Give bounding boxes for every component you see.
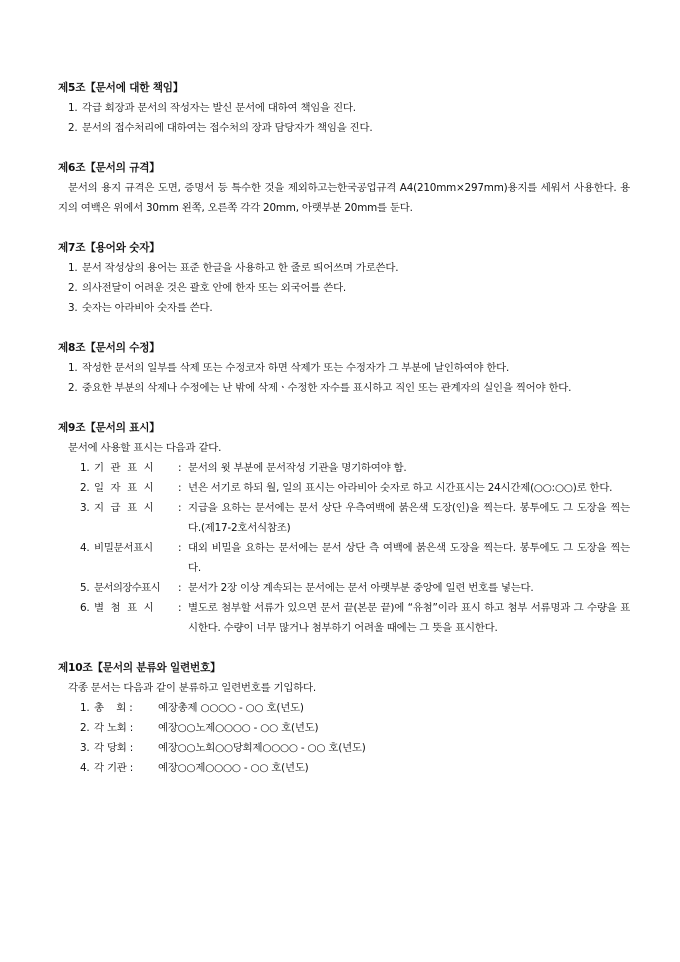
item-number: 6. bbox=[80, 602, 90, 614]
article-8 bbox=[58, 338, 630, 398]
item-label: 각 당회 : bbox=[94, 742, 134, 754]
item-number: 1. bbox=[80, 462, 90, 474]
item-separator: : bbox=[178, 542, 182, 554]
item-label-text: 각 당회 bbox=[94, 742, 127, 754]
list-item bbox=[58, 278, 630, 298]
item-number: 1. bbox=[68, 262, 78, 274]
article-7 bbox=[58, 238, 630, 318]
list-item bbox=[58, 378, 630, 398]
item-label: 별 첨 표 시 bbox=[94, 602, 156, 614]
article-heading: 제6조【문서의 규격】 bbox=[58, 162, 160, 174]
document-body bbox=[58, 78, 630, 798]
item-text: 년은 서기로 하되 월, 일의 표시는 아라비아 숫자로 하고 시간표시는 24시간제(○○:○○)로 한다. bbox=[188, 482, 613, 494]
item-label: 비밀문서표시 bbox=[94, 542, 154, 554]
item-text: 지급을 요하는 문서에는 문서 상단 우측여백에 붉은색 도장(인)을 찍는다. 봉투에도 그 도장을 찍는다.(제17-2호서식참조) bbox=[188, 502, 630, 534]
item-label-text: 각 노회 bbox=[94, 722, 127, 734]
item-number: 4. bbox=[80, 762, 90, 774]
display-list bbox=[58, 458, 630, 638]
article-9 bbox=[58, 418, 630, 638]
item-number: 4. bbox=[80, 542, 90, 554]
list-item bbox=[58, 118, 630, 138]
item-text: 각급 회장과 문서의 작성자는 발신 문서에 대하여 책임을 진다. bbox=[82, 102, 356, 114]
item-text: 문서의 접수처리에 대하여는 접수처의 장과 담당자가 책임을 진다. bbox=[82, 122, 373, 134]
item-text: 별도로 첨부할 서류가 있으면 문서 끝(본문 끝)에 “유첨”이라 표시 하고 첨부 서류명과 그 수량을 표시한다. 수량이 너무 많거나 첨부하기 어려울 때에는 그 뜻을 표시한다. bbox=[188, 602, 630, 634]
list-item bbox=[80, 458, 630, 478]
article-heading: 제9조【문서의 표시】 bbox=[58, 422, 160, 434]
paragraph: 각종 문서는 다음과 같이 분류하고 일련번호를 기입하다. bbox=[68, 682, 316, 694]
item-number: 3. bbox=[68, 302, 78, 314]
item-label: 기 관 표 시 bbox=[94, 462, 156, 474]
item-text: 문서의 윗 부분에 문서작성 기관을 명기하여야 함. bbox=[188, 462, 407, 474]
item-label-text: 각 기관 bbox=[94, 762, 127, 774]
list-item bbox=[80, 498, 630, 538]
article-10 bbox=[58, 658, 630, 778]
item-text: 대외 비밀을 요하는 문서에는 문서 상단 측 여백에 붉은색 도장을 찍는다. 봉투에도 그 도장을 찍는다. bbox=[188, 542, 630, 574]
list-item bbox=[58, 258, 630, 278]
item-number: 1. bbox=[68, 362, 78, 374]
article-6 bbox=[58, 158, 630, 218]
item-number: 1. bbox=[80, 702, 90, 714]
list-item bbox=[58, 298, 630, 318]
item-label: 각 기관 : bbox=[94, 762, 134, 774]
paragraph: 문서의 용지 규격은 도면, 증명서 등 특수한 것을 제외하고는한국공업규격 A4(210mm×297mm)용지를 세워서 사용한다. 용지의 여백은 위에서 30mm 왼쪽, 오른쪽 각각 20mm, 아랫부분 20mm를 둔다. bbox=[58, 182, 630, 214]
article-heading: 제5조【문서에 대한 책임】 bbox=[58, 82, 184, 94]
list-item bbox=[58, 98, 630, 118]
list-item bbox=[80, 698, 630, 718]
item-text: 문서 작성상의 용어는 표준 한글을 사용하고 한 줄로 띄어쓰며 가로쓴다. bbox=[82, 262, 399, 274]
article-heading: 제7조【용어와 숫자】 bbox=[58, 242, 160, 254]
item-number: 1. bbox=[68, 102, 78, 114]
list-item bbox=[58, 358, 630, 378]
article-heading: 제10조【문서의 분류와 일련번호】 bbox=[58, 662, 221, 674]
list-item bbox=[80, 718, 630, 738]
item-separator: : bbox=[178, 582, 182, 594]
list-item bbox=[80, 758, 630, 778]
item-label: 일 자 표 시 bbox=[94, 482, 156, 494]
list-item bbox=[80, 598, 630, 638]
list-item bbox=[80, 738, 630, 758]
item-text: 문서가 2장 이상 계속되는 문서에는 문서 아랫부분 중앙에 일련 번호를 넣는다. bbox=[188, 582, 534, 594]
item-text: 중요한 부분의 삭제나 수정에는 난 밖에 삭제ㆍ수정한 자수를 표시하고 직인 또는 관계자의 실인을 찍어야 한다. bbox=[82, 382, 572, 394]
classification-list bbox=[58, 698, 630, 778]
item-label-text: 총 회 bbox=[94, 702, 127, 714]
list-item bbox=[80, 478, 630, 498]
item-number: 5. bbox=[80, 582, 90, 594]
item-label: 총 회 : bbox=[94, 702, 133, 714]
item-number: 2. bbox=[80, 482, 90, 494]
list-item bbox=[80, 578, 630, 598]
item-separator: : bbox=[178, 602, 182, 614]
item-text: 예장총제 ○○○○ - ○○ 호(년도) bbox=[158, 702, 304, 714]
item-text: 숫자는 아라비아 숫자를 쓴다. bbox=[82, 302, 213, 314]
item-number: 2. bbox=[80, 722, 90, 734]
item-separator: : bbox=[178, 482, 182, 494]
item-text: 작성한 문서의 일부를 삭제 또는 수정코자 하면 삭제가 또는 수정자가 그 부분에 날인하여야 한다. bbox=[82, 362, 510, 374]
item-number: 3. bbox=[80, 742, 90, 754]
item-label: 문서의장수표시 bbox=[94, 582, 161, 594]
article-heading: 제8조【문서의 수정】 bbox=[58, 342, 160, 354]
item-label: 각 노회 : bbox=[94, 722, 134, 734]
item-text: 예장○○노제○○○○ - ○○ 호(년도) bbox=[158, 722, 319, 734]
item-text: 의사전달이 어려운 것은 괄호 안에 한자 또는 외국어를 쓴다. bbox=[82, 282, 347, 294]
item-separator: : bbox=[178, 502, 182, 514]
item-number: 3. bbox=[80, 502, 90, 514]
list-item bbox=[80, 538, 630, 578]
item-number: 2. bbox=[68, 122, 78, 134]
paragraph: 문서에 사용할 표시는 다음과 같다. bbox=[68, 442, 222, 454]
item-text: 예장○○노회○○당회제○○○○ - ○○ 호(년도) bbox=[158, 742, 366, 754]
item-separator: : bbox=[178, 462, 182, 474]
item-text: 예장○○제○○○○ - ○○ 호(년도) bbox=[158, 762, 309, 774]
item-label: 지 급 표 시 bbox=[94, 502, 156, 514]
article-5 bbox=[58, 78, 630, 138]
item-number: 2. bbox=[68, 282, 78, 294]
item-number: 2. bbox=[68, 382, 78, 394]
